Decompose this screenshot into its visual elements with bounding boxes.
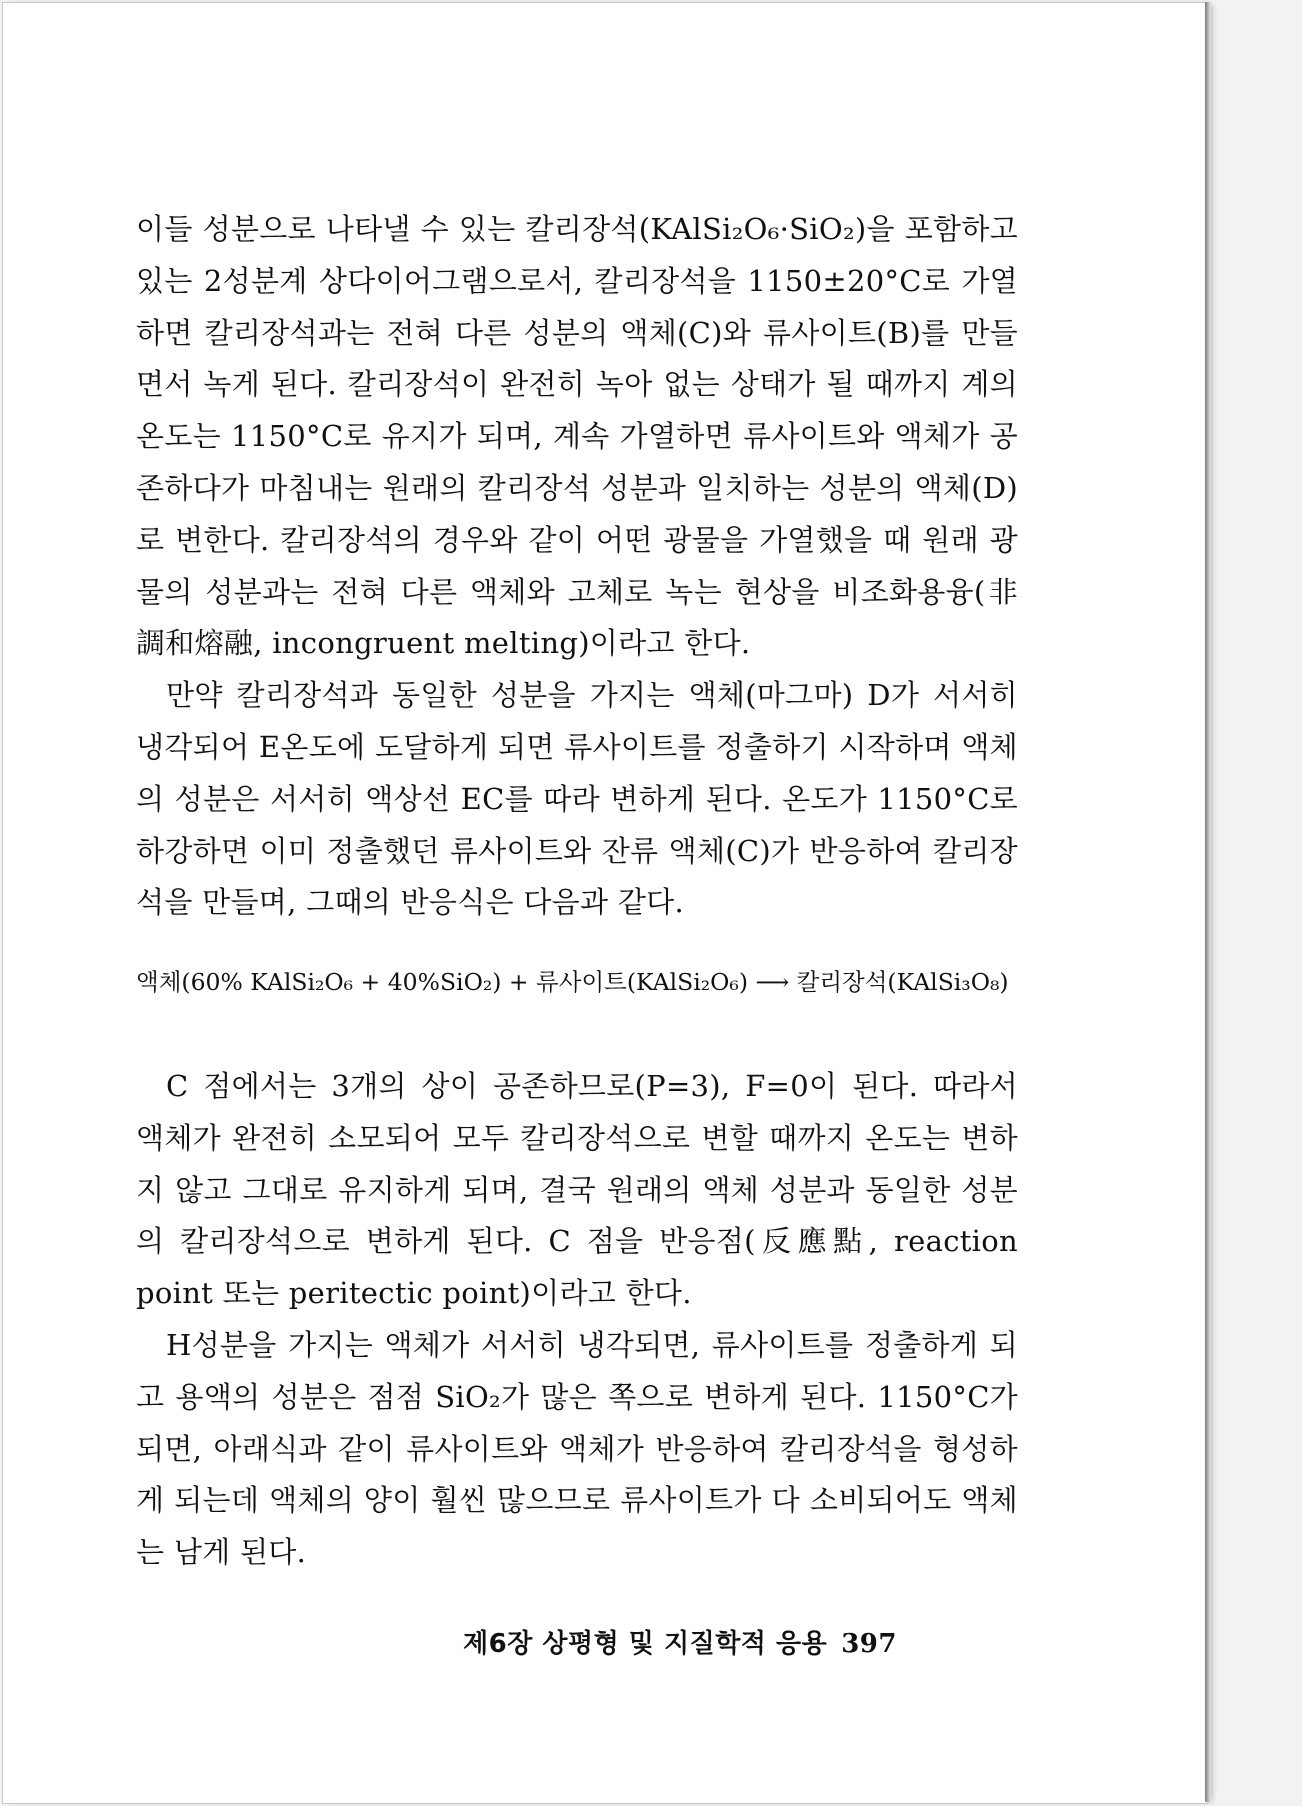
chapter-title: 제6장 상평형 및 지질학적 응용: [463, 1629, 828, 1659]
paragraph: C 점에서는 3개의 상이 공존하므로(P=3), F=0이 된다. 따라서 액체가 완전히 소모되어 모두 칼리장석으로 변할 때까지 온도는 변하지 않고 그대로 유지하게 되며, 결국 원래의 액체 성분과 동일한 성분의 칼리장석으로 변하게 된다. C 점을 반응점(反應點, reaction point 또는 peritectic point)이라고 한다.: [136, 1069, 1018, 1311]
paragraph: 이들 성분으로 나타낼 수 있는 칼리장석(KAlSi₂O₆·SiO₂)을 포함하고 있는 2성분계 상다이어그램으로서, 칼리장석을 1150±20°C로 가열하면 칼리장석과는 전혀 다른 성분의 액체(C)와 류사이트(B)를 만들면서 녹게 된다. 칼리장석이 완전히 녹아 없는 상태가 될 때까지 계의 온도는 1150°C로 유지가 되며, 계속 가열하면 류사이트와 액체가 공존하다가 마침내는 원래의 칼리장석 성분과 일치하는 성분의 액체(D)로 변한다. 칼리장석의 경우와 같이 어떤 광물을 가열했을 때 원래 광물의 성분과는 전혀 다른 액체와 고체로 녹는 현상을 비조화용융(非調和熔融, incongruent melting)이라고 한다.: [136, 212, 1018, 661]
reaction-equation: 액체(60% KAlSi₂O₆ + 40%SiO₂) + 류사이트(KAlSi₂O₆) ⟶ 칼리장석(KAlSi₃O₈): [136, 968, 1009, 996]
body-text-bottom: [136, 1061, 1018, 1579]
body-text-top: [136, 204, 1018, 929]
paragraph: H성분을 가지는 액체가 서서히 냉각되면, 류사이트를 정출하게 되고 용액의 성분은 점점 SiO₂가 많은 쪽으로 변하게 된다. 1150°C가 되면, 아래식과 같이 류사이트와 액체가 반응하여 칼리장석을 형성하게 되는데 액체의 양이 훨씬 많으므로 류사이트가 다 소비되어도 액체는 남게 된다.: [136, 1327, 1018, 1570]
page-footer: [463, 1623, 897, 1660]
page-number: 397: [841, 1629, 897, 1659]
page-edge-shadow: [1205, 2, 1211, 1802]
book-page: [2, 2, 1208, 1804]
paragraph: 만약 칼리장석과 동일한 성분을 가지는 액체(마그마) D가 서서히 냉각되어 E온도에 도달하게 되면 류사이트를 정출하기 시작하며 액체의 성분은 서서히 액상선 EC를 따라 변하게 된다. 온도가 1150°C로 하강하면 이미 정출했던 류사이트와 잔류 액체(C)가 반응하여 칼리장석을 만들며, 그때의 반응식은 다음과 같다.: [136, 678, 1018, 920]
